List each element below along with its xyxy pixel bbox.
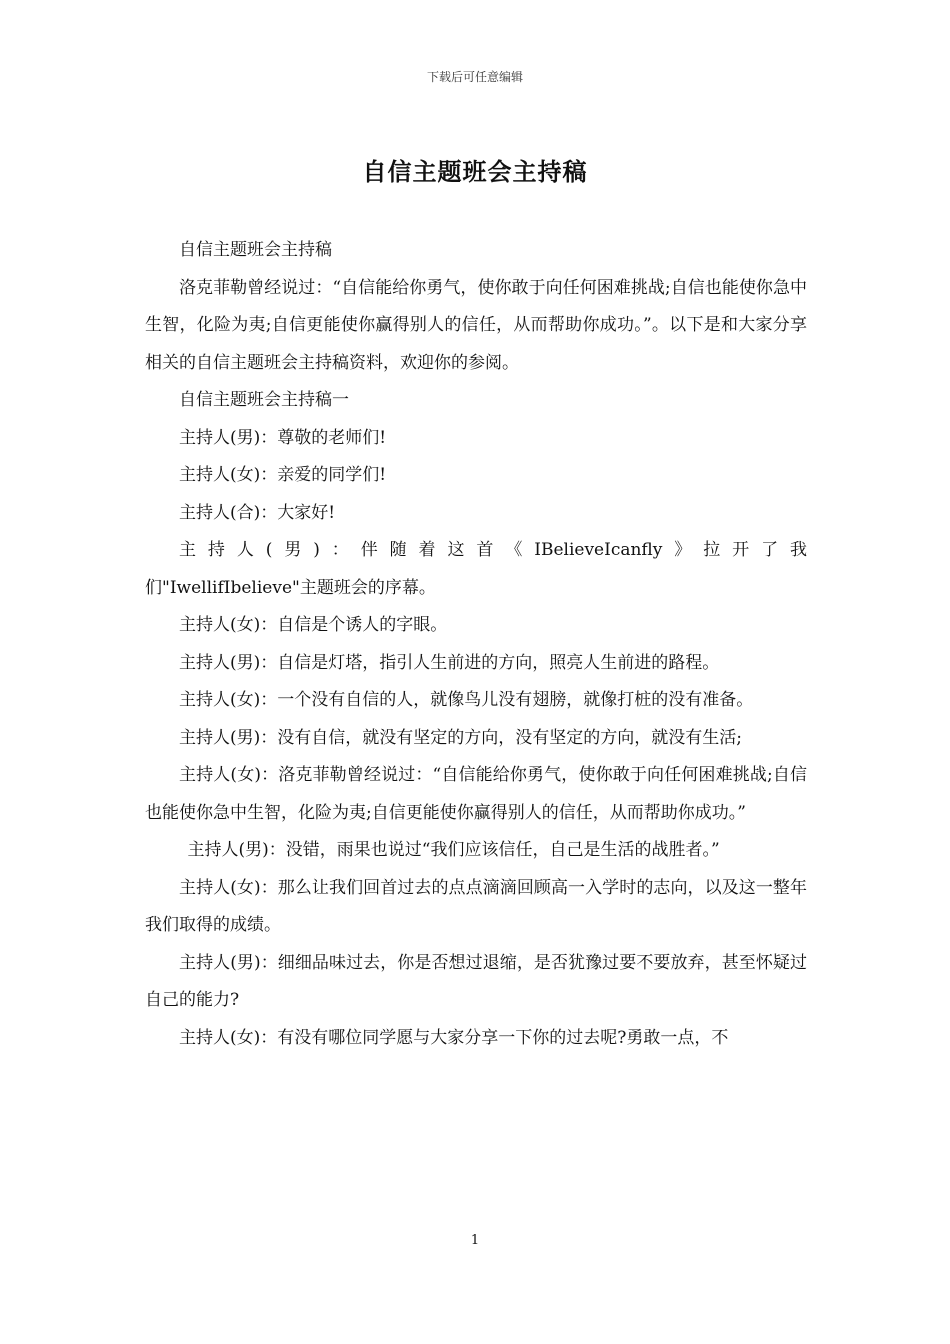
paragraph-line-spread: 主持人(男)：伴随着这首《IBelieveIcanfly》拉开了我 bbox=[179, 540, 807, 560]
paragraph-line: 主持人(男)：自信是灯塔，指引人生前进的方向，照亮人生前进的路程。 bbox=[179, 652, 720, 673]
paragraph-line: 主持人(男)：没有自信，就没有坚定的方向，没有坚定的方向，就没有生活; bbox=[179, 727, 742, 748]
document-body bbox=[145, 232, 807, 1057]
paragraph-line: 主持人(女)：那么让我们回首过去的点点滴滴回顾高一入学时的志向，以及这一整年我们取得的成绩。 bbox=[145, 877, 807, 935]
paragraph-line: 主持人(女)：亲爱的同学们! bbox=[179, 465, 387, 485]
paragraph-line: 主持人(男)：尊敬的老师们! bbox=[179, 427, 387, 448]
paragraph-line: 主持人(女)：自信是个诱人的字眼。 bbox=[179, 615, 448, 635]
document-title: 自信主题班会主持稿 bbox=[362, 158, 588, 186]
paragraph-line-continuation: 们"IwellifIbelieve"主题班会的序幕。 bbox=[145, 577, 436, 598]
paragraph-section-heading: 自信主题班会主持稿一 bbox=[179, 390, 349, 410]
paragraph-line: 主持人(女)：一个没有自信的人，就像鸟儿没有翅膀，就像打桩的没有准备。 bbox=[179, 690, 754, 710]
paragraph-line: 主持人(男)：细细品味过去，你是否想过退缩，是否犹豫过要不要放弃，甚至怀疑过自己的能力? bbox=[145, 952, 807, 1010]
header-note: 下载后可任意编辑 bbox=[426, 70, 523, 84]
paragraph-line: 主持人(女)：有没有哪位同学愿与大家分享一下你的过去呢?勇敢一点，不 bbox=[179, 1027, 729, 1048]
paragraph-line: 主持人(女)：洛克菲勒曾经说过：“自信能给你勇气，使你敢于向任何困难挑战;自信也能使你急中生智，化险为夷;自信更能使你赢得别人的信任，从而帮助你成功。” bbox=[145, 765, 807, 823]
paragraph-line: 主持人(合)：大家好! bbox=[179, 502, 336, 523]
paragraph-subtitle: 自信主题班会主持稿 bbox=[179, 240, 332, 260]
paragraph-line: 主持人(男)：没错，雨果也说过“我们应该信任，自己是生活的战胜者。” bbox=[187, 840, 720, 860]
paragraph-intro: 洛克菲勒曾经说过：“自信能给你勇气，使你敢于向任何困难挑战;自信也能使你急中生智，化险为夷;自信更能使你赢得别人的信任，从而帮助你成功。”。以下是和大家分享相关的自信主题班会主持稿资料，欢迎你的参阅。 bbox=[145, 277, 807, 373]
page-number: 1 bbox=[470, 1233, 480, 1248]
